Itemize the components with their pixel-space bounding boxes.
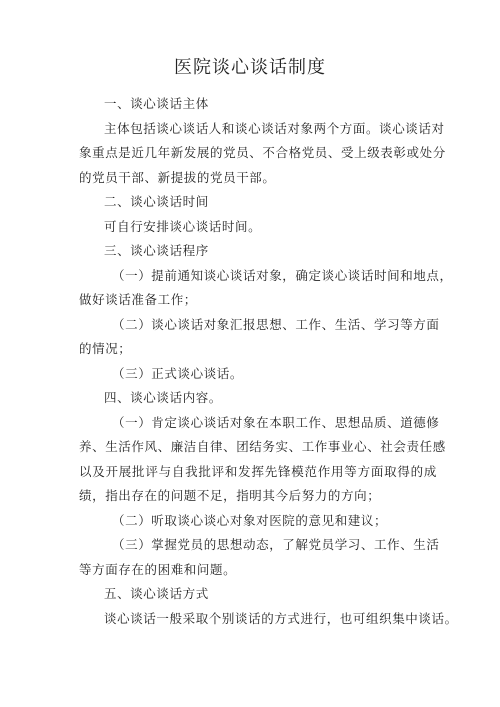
paragraph-line: 的党员干部、新提拔的党员干部。: [79, 169, 276, 185]
list-item-line: （二）谈心谈话对象汇报思想、工作、生活、学习等方面: [112, 316, 440, 332]
list-item-line: 等方面存在的困难和问题。: [79, 561, 237, 577]
list-item-line: 做好谈话准备工作；: [79, 292, 197, 307]
list-item-line: 以及开展批评与自我批评和发挥先锋模范作用等方面取得的成: [79, 463, 437, 479]
section-heading-subject: 一、谈心谈话主体: [104, 96, 209, 111]
list-item-line: （二）听取谈心谈心对象对医院的意见和建议；: [112, 512, 388, 528]
section-heading-procedure: 三、谈心谈话程序: [104, 243, 209, 258]
list-item-line: （三）掌握党员的思想动态，了解党员学习、工作、生活: [112, 537, 440, 552]
section-heading-content: 四、谈心谈话内容。: [104, 390, 222, 405]
list-item-line: （一）肯定谈心谈话对象在本职工作、思想品质、道德修: [112, 414, 440, 430]
list-item-line: （三）正式谈心谈话。: [112, 365, 244, 381]
paragraph-line: 象重点是近几年新发展的党员、不合格党员、受上级表彰或处分: [79, 145, 446, 160]
paragraph-line: 主体包括谈心谈话人和谈心谈话对象两个方面。谈心谈话对: [104, 120, 445, 136]
section-heading-method: 五、谈心谈话方式: [104, 586, 209, 601]
paragraph-line: 谈心谈话一般采取个别谈话的方式进行，也可组织集中谈话。: [104, 610, 458, 626]
document-body: [79, 92, 458, 631]
list-item-line: 绩，指出存在的问题不足，指明其今后努力的方向；: [79, 488, 381, 503]
section-heading-time: 二、谈心谈话时间: [104, 194, 209, 209]
list-item-line: 养、生活作风、廉洁自律、团结务实、工作事业心、社会责任感: [79, 439, 446, 454]
list-item-line: （一）提前通知谈心谈话对象，确定谈心谈话时间和地点，: [112, 267, 453, 283]
list-item-line: 的情况；: [79, 341, 132, 356]
paragraph-line: 可自行安排谈心谈话时间。: [104, 218, 262, 234]
document-title: 医院谈心谈话制度: [174, 57, 326, 78]
